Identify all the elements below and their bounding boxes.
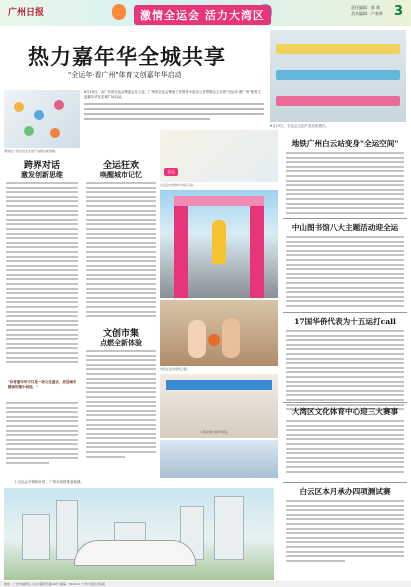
text-line xyxy=(86,187,156,189)
text-line xyxy=(286,471,404,473)
article-divider xyxy=(283,312,407,313)
text-line xyxy=(286,509,404,511)
text-line xyxy=(6,246,78,248)
booth-sign xyxy=(166,380,272,390)
text-line xyxy=(286,236,404,238)
text-line xyxy=(286,452,404,454)
text-line xyxy=(286,296,404,298)
lead-paragraph xyxy=(84,90,264,123)
text-line xyxy=(86,292,156,294)
text-line xyxy=(86,350,156,352)
text-line xyxy=(286,390,404,392)
text-line xyxy=(6,343,78,345)
text-line xyxy=(6,443,78,445)
text-line xyxy=(86,315,156,317)
text-line xyxy=(6,219,78,221)
text-line xyxy=(286,420,404,422)
text-line xyxy=(286,180,404,182)
text-line xyxy=(86,382,156,384)
text-line xyxy=(6,288,78,290)
text-line xyxy=(86,200,156,202)
text-line xyxy=(286,448,404,450)
right-article-title-3: 17国华侨代表为十五运打call xyxy=(294,317,396,326)
text-line xyxy=(86,373,156,375)
left-photo xyxy=(4,90,80,148)
text-line xyxy=(6,210,78,212)
text-line xyxy=(6,320,78,322)
text-line xyxy=(286,161,404,163)
text-line xyxy=(6,338,78,340)
right-article-title-1: 地铁广州白云站变身"全运空间" xyxy=(291,139,399,148)
text-line xyxy=(286,358,404,360)
right-article-body-4 xyxy=(286,420,404,475)
text-line xyxy=(6,233,78,235)
text-line xyxy=(286,330,404,332)
text-line xyxy=(286,184,404,186)
text-line xyxy=(286,254,404,256)
text-line xyxy=(286,457,404,459)
text-line xyxy=(86,237,156,239)
text-line xyxy=(6,260,78,262)
text-line xyxy=(86,210,156,212)
text-line xyxy=(86,451,156,453)
text-line xyxy=(6,205,78,207)
text-line xyxy=(86,311,156,313)
text-line xyxy=(6,301,78,303)
right-article-body-3 xyxy=(286,330,404,413)
text-line xyxy=(286,152,404,154)
text-line xyxy=(286,268,404,270)
arch-right xyxy=(250,200,264,298)
text-line xyxy=(86,283,156,285)
text-line xyxy=(6,191,78,193)
text-line xyxy=(286,466,404,468)
text-line xyxy=(286,339,404,341)
text-line xyxy=(86,359,156,361)
text-line xyxy=(286,367,404,369)
text-line xyxy=(6,434,78,436)
text-line xyxy=(6,329,78,331)
text-line xyxy=(86,446,156,448)
text-line xyxy=(6,196,78,198)
text-line xyxy=(84,108,264,110)
text-line xyxy=(6,297,78,299)
lead-intro: 8月15日，由广东省全运会筹委会办公室、广州市全运会筹备工作领导小组办公室等联合主办的"全运年·看广州"体育文创嘉年华在花城广场启动。 xyxy=(84,90,261,99)
text-line xyxy=(6,182,78,184)
text-line xyxy=(86,214,156,216)
product-item xyxy=(54,100,64,110)
column2-title: 全运狂欢 xyxy=(102,161,139,171)
text-line xyxy=(86,278,156,280)
right-article-body-1 xyxy=(286,152,404,216)
column2-subtitle: 唤醒城市记忆 xyxy=(100,171,142,179)
product-item xyxy=(34,110,44,120)
text-line xyxy=(286,541,404,543)
text-line xyxy=(86,182,156,184)
text-line xyxy=(286,537,404,539)
text-line xyxy=(86,368,156,370)
text-line xyxy=(286,305,404,307)
game-photo xyxy=(160,440,278,478)
text-line xyxy=(86,405,156,407)
text-line xyxy=(86,306,156,308)
text-line xyxy=(6,439,78,441)
text-line xyxy=(86,205,156,207)
product-item xyxy=(24,126,34,136)
text-line xyxy=(6,214,78,216)
text-line xyxy=(6,411,78,413)
photo-shelf xyxy=(276,96,400,106)
text-line xyxy=(6,278,78,280)
page-subheadline: "全运年·看广州"体育文创嘉年华启动 xyxy=(68,71,182,79)
column1-body xyxy=(6,182,78,366)
photo-shelf xyxy=(276,44,400,54)
text-line xyxy=(86,428,156,430)
mascot-icon xyxy=(112,4,126,20)
text-line xyxy=(6,407,78,409)
text-line xyxy=(286,344,404,346)
text-line xyxy=(86,401,156,403)
text-line xyxy=(86,223,156,225)
text-line xyxy=(286,438,404,440)
pull-quote: "体育嘉年华不仅是一场文化盛会，更是城市精神的集中展现。" xyxy=(8,380,77,389)
text-line xyxy=(86,419,156,421)
mascot-photo xyxy=(160,130,278,182)
right-article-title-5: 白云区本月承办四项测试赛 xyxy=(299,487,391,496)
text-line xyxy=(6,453,78,455)
text-line xyxy=(286,555,404,557)
text-line xyxy=(286,198,404,200)
text-line xyxy=(86,437,156,439)
text-line xyxy=(286,523,404,525)
text-line xyxy=(6,430,78,432)
text-line xyxy=(286,425,404,427)
article-divider xyxy=(283,482,407,483)
text-line xyxy=(6,361,78,363)
text-line xyxy=(286,551,404,553)
editor-info xyxy=(351,5,383,17)
text-line xyxy=(286,273,404,275)
arch-top xyxy=(174,196,264,206)
text-line xyxy=(6,457,78,459)
bottom-caption: 十五运会开幕倒计时，广州各场馆准备就绪。 xyxy=(14,480,84,484)
photo-caption-2: 市民在活动现场合影。 xyxy=(160,367,191,371)
text-line xyxy=(86,355,156,357)
hero-photo xyxy=(270,30,406,122)
text-line xyxy=(6,448,78,450)
product-item xyxy=(50,128,60,138)
masthead xyxy=(0,0,411,26)
text-line xyxy=(286,207,404,209)
text-line xyxy=(6,274,78,276)
text-line xyxy=(6,223,78,225)
text-line xyxy=(6,306,78,308)
section-banner: 激情全运会 活力大湾区 xyxy=(134,5,271,25)
photo-caption-1: 全运会吉祥物与市民互动。 xyxy=(160,183,197,187)
text-line xyxy=(86,269,156,271)
text-line xyxy=(6,324,78,326)
child-figure xyxy=(222,318,240,358)
text-line xyxy=(6,462,49,464)
text-line xyxy=(86,242,156,244)
text-line xyxy=(286,348,404,350)
text-line xyxy=(86,274,156,276)
text-line xyxy=(6,420,78,422)
text-line xyxy=(6,357,78,359)
right-article-body-5 xyxy=(286,500,404,564)
text-line xyxy=(6,352,78,354)
text-line xyxy=(86,410,156,412)
column2-body xyxy=(86,182,156,320)
text-line xyxy=(286,518,404,520)
text-line xyxy=(286,429,404,431)
text-line xyxy=(286,528,404,530)
text-line xyxy=(86,219,156,221)
text-line xyxy=(86,256,156,258)
text-line xyxy=(286,376,404,378)
text-line xyxy=(286,505,404,507)
text-line xyxy=(86,301,156,303)
text-line xyxy=(286,371,404,373)
crowd-photo xyxy=(160,374,278,438)
text-line xyxy=(86,297,156,299)
editor-line: 责任编辑：陈 敏 xyxy=(351,5,381,10)
right-article-title-4: 大湾区文化体育中心迎三大赛事 xyxy=(291,407,399,416)
text-line xyxy=(286,394,404,396)
text-line xyxy=(286,287,404,289)
text-line xyxy=(6,416,78,418)
text-line xyxy=(86,196,156,198)
text-line xyxy=(86,246,156,248)
text-line xyxy=(86,228,156,230)
text-line xyxy=(6,251,78,253)
text-line xyxy=(286,291,404,293)
children-photo xyxy=(160,300,278,366)
text-line xyxy=(6,292,78,294)
text-line xyxy=(86,233,156,235)
text-line xyxy=(286,362,404,364)
stadium-photo xyxy=(4,488,274,580)
text-line xyxy=(86,387,156,389)
photo-caption-3: 小朋友参与体育游戏。 xyxy=(200,430,231,434)
text-line xyxy=(286,461,404,463)
text-line xyxy=(86,456,125,458)
text-line xyxy=(286,532,404,534)
text-line xyxy=(286,385,404,387)
newspaper-logo: 广州日报 xyxy=(8,8,45,18)
text-line xyxy=(286,353,404,355)
text-line xyxy=(286,166,404,168)
text-line xyxy=(286,560,345,562)
text-line xyxy=(6,269,78,271)
column1-body-2 xyxy=(6,402,78,466)
building xyxy=(22,514,50,560)
text-line xyxy=(286,189,404,191)
designer-line: 美术编辑：卢家辉 xyxy=(351,11,383,16)
building xyxy=(214,496,244,560)
text-line xyxy=(86,364,156,366)
text-line xyxy=(86,433,156,435)
text-line xyxy=(286,443,404,445)
right-article-body-2 xyxy=(286,236,404,310)
column3-subtitle: 点燃全新体验 xyxy=(100,339,142,347)
text-line xyxy=(286,300,404,302)
text-line xyxy=(286,203,404,205)
text-line xyxy=(286,381,404,383)
arch-left xyxy=(174,200,188,298)
ball-icon xyxy=(208,334,220,346)
text-line xyxy=(86,251,156,253)
building xyxy=(56,500,78,560)
column1-subtitle: 激发创新思维 xyxy=(21,171,63,179)
event-arch-photo xyxy=(160,190,278,298)
text-line xyxy=(286,212,404,214)
hero-caption: 8月15日，全运会文创产品亮相展出。 xyxy=(270,124,330,128)
text-line xyxy=(86,265,156,267)
text-line xyxy=(86,260,156,262)
text-line xyxy=(286,546,404,548)
text-line xyxy=(6,237,78,239)
text-line xyxy=(286,157,404,159)
text-line xyxy=(84,103,264,105)
text-line xyxy=(286,241,404,243)
photo-shelf xyxy=(276,70,400,80)
text-line xyxy=(6,228,78,230)
text-line xyxy=(286,245,404,247)
text-line xyxy=(286,170,404,172)
text-line xyxy=(6,334,78,336)
text-line xyxy=(286,193,404,195)
text-line xyxy=(6,283,78,285)
text-line xyxy=(286,335,404,337)
text-line xyxy=(6,315,78,317)
event-tag: 全运 xyxy=(164,168,178,176)
text-line xyxy=(286,277,404,279)
child-figure xyxy=(188,320,206,358)
text-line xyxy=(86,396,156,398)
text-line xyxy=(86,442,156,444)
text-line xyxy=(86,414,156,416)
text-line xyxy=(6,347,78,349)
text-line xyxy=(86,191,156,193)
right-article-title-2: 中山图书馆八大主题活动迎全运 xyxy=(291,223,399,232)
text-line xyxy=(6,265,78,267)
column1-title: 跨界对话 xyxy=(23,161,60,171)
page-number: 3 xyxy=(393,4,403,19)
column3-body xyxy=(86,350,156,460)
text-line xyxy=(286,250,404,252)
text-line xyxy=(6,242,78,244)
text-line xyxy=(84,113,264,115)
article-divider xyxy=(283,218,407,219)
text-line xyxy=(86,391,156,393)
text-line xyxy=(286,399,404,401)
left-caption: 游客在广州全运会文创产品展台前选购。 xyxy=(4,149,59,153)
product-item xyxy=(14,102,24,112)
text-line xyxy=(86,288,156,290)
text-line xyxy=(6,256,78,258)
stadium-dome xyxy=(74,540,196,566)
page-footer: 地址：广州市越秀区人民中路同乐路10号 邮编：510121 广州日报报业集团 xyxy=(0,581,411,587)
page-headline: 热力嘉年华全城共享 xyxy=(28,44,226,69)
text-line xyxy=(286,500,404,502)
text-line xyxy=(286,259,404,261)
athlete-figure xyxy=(212,220,226,264)
article-divider xyxy=(283,402,407,403)
text-line xyxy=(86,424,156,426)
text-line xyxy=(286,282,404,284)
text-line xyxy=(6,200,78,202)
column3-title: 文创市集 xyxy=(102,329,139,339)
text-line xyxy=(286,434,404,436)
text-line xyxy=(286,514,404,516)
text-line xyxy=(6,311,78,313)
text-line xyxy=(84,118,210,120)
text-line xyxy=(286,264,404,266)
text-line xyxy=(6,402,78,404)
text-line xyxy=(6,425,78,427)
text-line xyxy=(6,187,78,189)
text-line xyxy=(86,378,156,380)
text-line xyxy=(286,175,404,177)
